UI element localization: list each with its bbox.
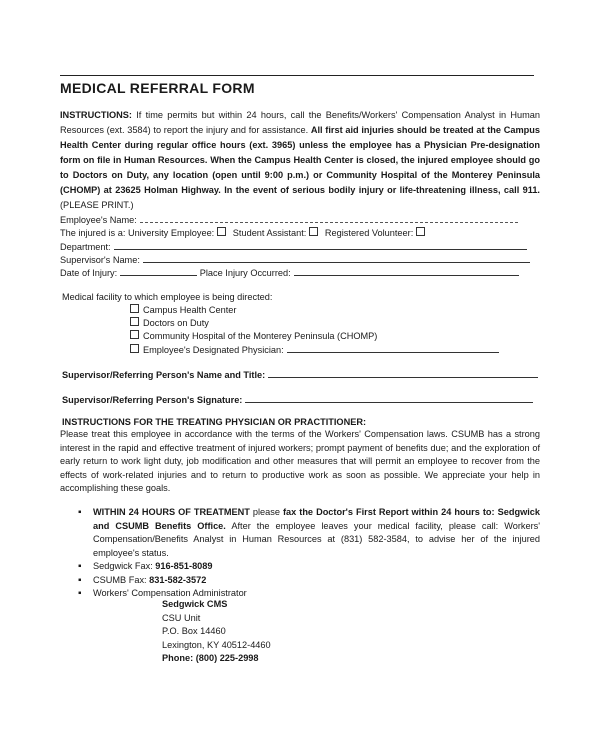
department-row xyxy=(60,240,527,254)
supervisor-name-row xyxy=(60,253,530,267)
physician-instructions-heading: INSTRUCTIONS FOR THE TREATING PHYSICIAN OR PRACTITIONER: xyxy=(62,417,367,427)
instructions-text-1: If time permits but within 24 hours, call the Benefits/Workers' Compensation Analyst in Human Resources (ext. 3584) to report the injury and for assistance. xyxy=(60,110,540,135)
employee-name-row xyxy=(60,213,518,227)
injury-date-place-row xyxy=(60,266,519,280)
top-rule xyxy=(60,75,534,76)
health-center-checkbox[interactable] xyxy=(130,304,139,313)
instructions-bold-1: All first aid injuries should be treated at the Campus Health Center during regular office hours (ext. 3965) unless the employee has a Physician Pre-designation form on file in Human Resources. When the Campus Health Center is closed, the injured employee should go to Doctors on Duty, any location (open until 9:00 p.m.) or Community Hospital of the Monterey Peninsula (CHOMP) at 23625 Holman Highway. In the event of serious bodily injury or life-threatening illness, call 911. xyxy=(60,125,540,195)
facility-heading: Medical facility to which employee is being directed: xyxy=(62,292,273,302)
place-injury-label: Place Injury Occurred: xyxy=(199,268,291,278)
supervisor-name-field[interactable] xyxy=(143,253,530,263)
address-line-2: P.O. Box 14460 xyxy=(162,626,226,636)
mailing-address xyxy=(162,598,271,666)
bullet-sedgwick-fax: ▪ Sedgwick Fax: 916-851-8089 xyxy=(78,560,540,574)
date-of-injury-field[interactable] xyxy=(120,266,197,276)
department-label: Department: xyxy=(60,242,111,252)
supervisor-name-label: Supervisor's Name: xyxy=(60,255,140,265)
bullet-workers-comp-admin: ▪ Workers' Compensation Administrator xyxy=(78,587,540,601)
bullet-csumb-fax: ▪ CSUMB Fax: 831-582-3572 xyxy=(78,574,540,588)
address-name: Sedgwick CMS xyxy=(162,599,228,609)
supervisor-signature-row xyxy=(62,393,533,407)
treatment-bullet-list xyxy=(78,506,540,601)
address-phone: Phone: (800) 225-2998 xyxy=(162,653,259,663)
employee-name-field[interactable] xyxy=(140,213,518,223)
employee-name-label: Employee's Name: xyxy=(60,215,137,225)
facility-option-health-center: Campus Health Center xyxy=(130,304,236,317)
designated-physician-field[interactable] xyxy=(287,343,499,353)
supervisor-name-title-row xyxy=(62,368,538,382)
physician-instructions-text: Please treat this employee in accordance with the terms of the Workers' Compensation laws. CSUMB has a strong interest in the rapid and effective treatment of injured workers; prompt payment of benefits due; and the exploration of early return to work light duty, job modification and other measures that will permit an employee to recover from the effects of work-related injuries and to return to productive work as soon as possible. We appreciate your help in accomplishing these goals. xyxy=(60,429,540,493)
registered-volunteer-label: Registered Volunteer: xyxy=(324,228,414,238)
facility-option-designated-physician: Employee's Designated Physician: xyxy=(130,343,499,357)
injured-type-row xyxy=(60,227,429,240)
student-assistant-checkbox[interactable] xyxy=(309,227,318,236)
registered-volunteer-checkbox[interactable] xyxy=(416,227,425,236)
doctors-on-duty-checkbox[interactable] xyxy=(130,317,139,326)
supervisor-name-title-field[interactable] xyxy=(268,368,538,378)
date-of-injury-label: Date of Injury: xyxy=(60,268,118,278)
university-employee-label: University Employee: xyxy=(127,228,215,238)
facility-option-chomp: Community Hospital of the Monterey Peninsula (CHOMP) xyxy=(130,330,377,343)
instructions-text-2: (PLEASE PRINT.) xyxy=(60,200,134,210)
instructions-label: INSTRUCTIONS: xyxy=(60,110,132,120)
injured-is-a-label: The injured is a: xyxy=(60,228,126,238)
department-field[interactable] xyxy=(114,240,527,250)
address-line-1: CSU Unit xyxy=(162,612,201,623)
supervisor-signature-field[interactable] xyxy=(245,393,533,403)
address-line-3: Lexington, KY 40512-4460 xyxy=(162,639,271,650)
supervisor-name-title-label: Supervisor/Referring Person's Name and Title: xyxy=(62,370,266,380)
place-injury-field[interactable] xyxy=(294,266,519,276)
university-employee-checkbox[interactable] xyxy=(217,227,226,236)
student-assistant-label: Student Assistant: xyxy=(232,228,307,238)
instructions-paragraph xyxy=(60,108,540,213)
chomp-checkbox[interactable] xyxy=(130,330,139,339)
designated-physician-checkbox[interactable] xyxy=(130,344,139,353)
facility-option-doctors-on-duty: Doctors on Duty xyxy=(130,317,209,330)
bullet-within-24-hours: ▪ WITHIN 24 HOURS OF TREATMENT please fax the Doctor's First Report within 24 hours to: Sedgwick and CSUMB Benefits Office. After the employee leaves your medical facility, please call: Workers' Compensation/Benefits Analyst in Human Resources at (831) 582-3584, to advise her of the injured employee's status. xyxy=(78,506,540,560)
form-title: MEDICAL REFERRAL FORM xyxy=(60,80,255,96)
supervisor-signature-label: Supervisor/Referring Person's Signature: xyxy=(62,395,243,405)
